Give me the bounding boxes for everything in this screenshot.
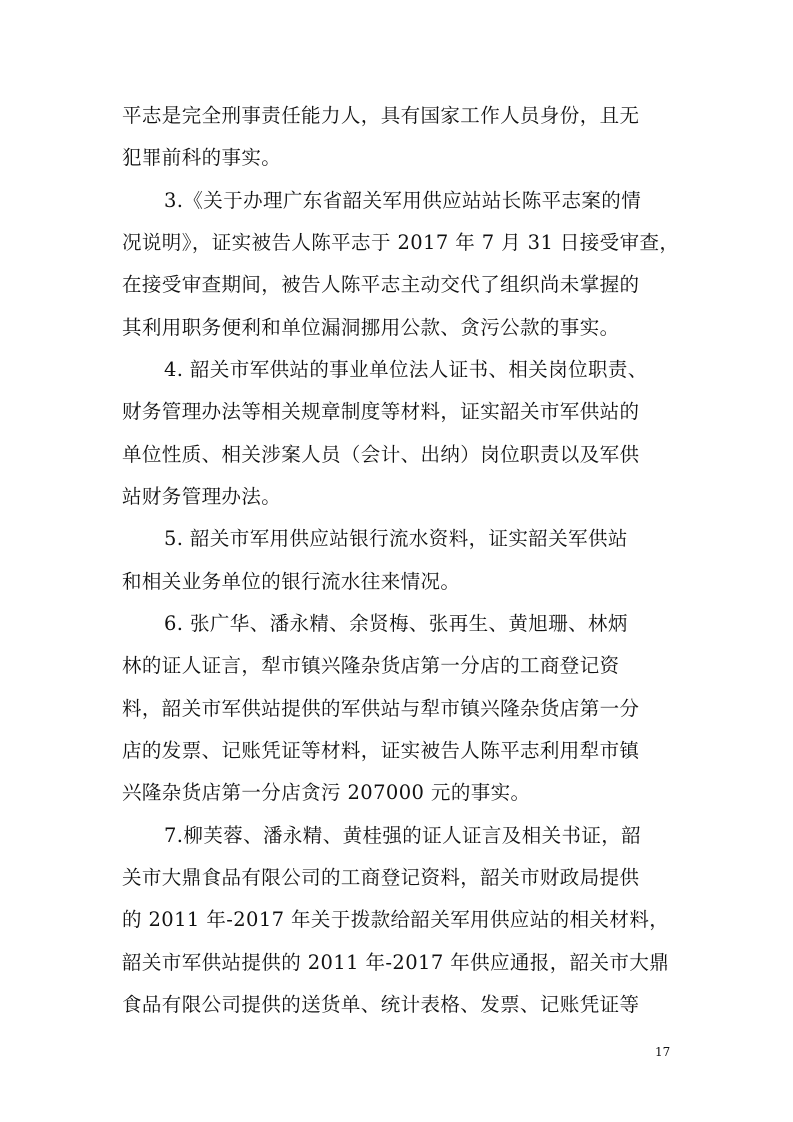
text-line: 食品有限公司提供的送货单、统计表格、发票、记账凭证等	[122, 993, 640, 1016]
text-line: 料，韶关市军供站提供的军供站与犁市镇兴隆杂货店第一分	[122, 697, 640, 720]
text-line: 6. 张广华、潘永精、余贤梅、张再生、黄旭珊、林炳	[164, 612, 628, 635]
text-line: 3.《关于办理广东省韶关军用供应站站长陈平志案的情	[164, 189, 642, 212]
text-line: 7.柳芙蓉、潘永精、黄桂强的证人证言及相关书证，韶	[164, 824, 642, 847]
text-line: 林的证人证言，犁市镇兴隆杂货店第一分店的工商登记资	[122, 654, 620, 677]
text-line: 和相关业务单位的银行流水往来情况。	[122, 570, 461, 593]
text-line: 关市大鼎食品有限公司的工商登记资料，韶关市财政局提供	[122, 866, 640, 889]
page-number: 17	[655, 1045, 671, 1059]
text-line: 站财务管理办法。	[122, 485, 282, 508]
text-line: 单位性质、相关涉案人员（会计、出纳）岗位职责以及军供	[122, 443, 640, 466]
text-line: 韶关市军供站提供的 2011 年-2017 年供应通报，韶关市大鼎	[122, 951, 670, 974]
text-line: 4. 韶关市军供站的事业单位法人证书、相关岗位职责、	[164, 358, 648, 381]
text-line: 店的发票、记账凭证等材料，证实被告人陈平志利用犁市镇	[122, 739, 640, 762]
text-line: 的 2011 年-2017 年关于拨款给韶关军用供应站的相关材料，	[122, 908, 670, 931]
text-line: 平志是完全刑事责任能力人，具有国家工作人员身份，且无	[122, 104, 640, 127]
text-line: 况说明》，证实被告人陈平志于 2017 年 7 月 31 日接受审查，	[122, 231, 680, 254]
text-line: 在接受审查期间，被告人陈平志主动交代了组织尚未掌握的	[122, 273, 640, 296]
text-line: 兴隆杂货店第一分店贪污 207000 元的事实。	[122, 781, 531, 804]
text-line: 5. 韶关市军用供应站银行流水资料，证实韶关军供站	[164, 527, 628, 550]
text-line: 犯罪前科的事实。	[122, 146, 282, 169]
text-line: 其利用职务便利和单位漏洞挪用公款、贪污公款的事实。	[122, 316, 620, 339]
text-line: 财务管理办法等相关规章制度等材料，证实韶关市军供站的	[122, 400, 640, 423]
